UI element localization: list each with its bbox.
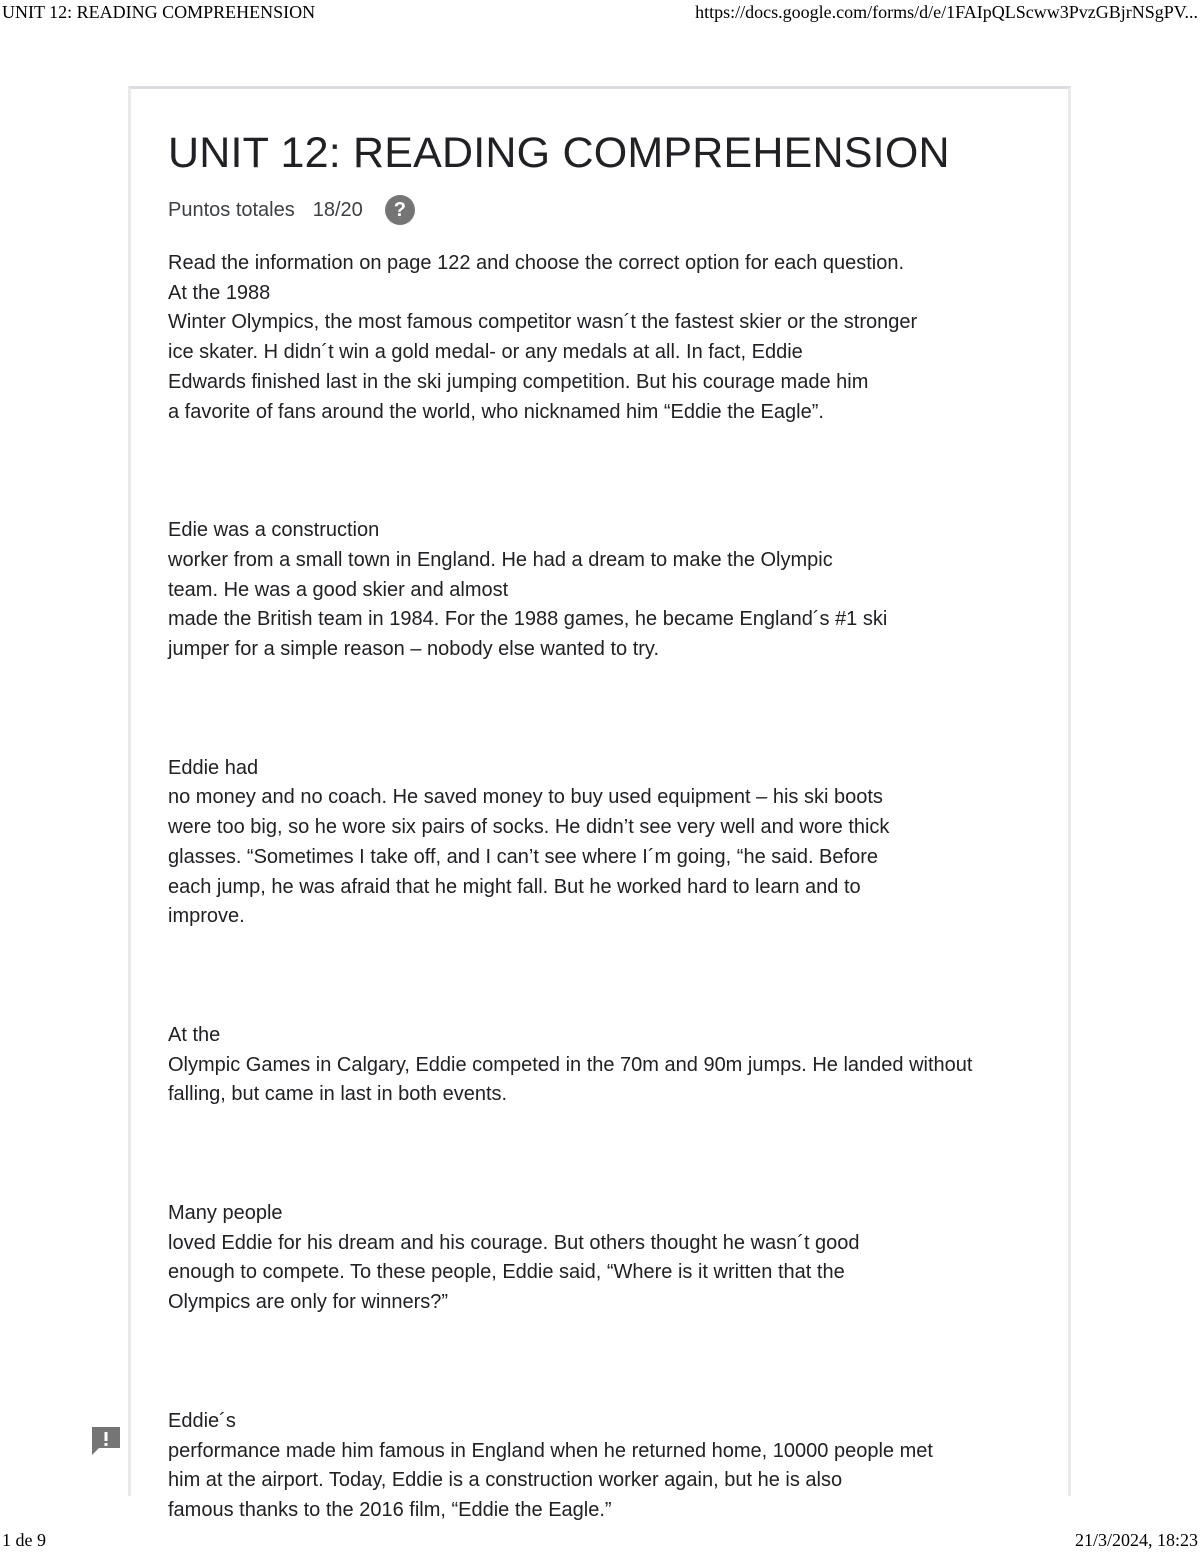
description-paragraph-1: Read the information on page 122 and choose the correct option for each question. At the 1988 Winter Olympics, the most famous competitor wasn´t the fastest skier or the stronger ice skater. H didn´t win a gold medal- or any medals at all. In fact, Eddie Edwards finished last in the ski jumping competition. But his courage made him a favorite of fans around the world, who nicknamed him “Eddie the Eagle”. [168,252,918,423]
print-footer-page: 1 de 9 [2,1530,46,1550]
description-paragraph-6: Eddie´s performance made him famous in England when he returned home, 10000 people met him at the airport. Today, Eddie is a construction worker again, but he is also famous thanks to the 2016 film, “Eddie the Eagle.” [168,1409,933,1521]
print-footer-datetime: 21/3/2024, 18:23 [1074,1530,1198,1550]
form-description [168,249,1048,1526]
form-header-card [128,86,1071,1521]
description-paragraph-3: Eddie had no money and no coach. He saved money to buy used equipment – his ski boots were too big, so he wore six pairs of socks. He didn’t see very well and wore thick glasses. “Sometimes I take off, and I can’t see where I´m going, “he said. Before each jump, he was afraid that he might fall. But he worked hard to learn and to improve. [168,756,890,928]
feedback-icon-graphic [89,1424,123,1458]
score-value: 18/20 [312,198,363,221]
help-icon[interactable]: ? [385,195,415,225]
form-title: UNIT 12: READING COMPREHENSION [168,129,950,177]
score-row [168,195,415,225]
description-paragraph-2: Edie was a construction worker from a small town in England. He had a dream to make the Olympic team. He was a good skier and almost made the British team in 1984. For the 1988 games, he became England´s #1 ski jumper for a simple reason – nobody else wanted to try. [168,519,888,661]
print-header-url: https://docs.google.com/forms/d/e/1FAIpQLScww3PvzGBjrNSgPV... [695,2,1198,22]
score-label: Puntos totales [168,198,295,221]
print-header-title: UNIT 12: READING COMPREHENSION [2,2,316,22]
description-paragraph-5: Many people loved Eddie for his dream and his courage. But others thought he wasn´t good enough to compete. To these people, Eddie said, “Where is it written that the Olympics are only for winners?” [168,1202,860,1314]
description-paragraph-4: At the Olympic Games in Calgary, Eddie competed in the 70m and 90m jumps. He landed without falling, but came in last in both events. [168,1023,973,1106]
feedback-icon[interactable] [89,1424,123,1458]
